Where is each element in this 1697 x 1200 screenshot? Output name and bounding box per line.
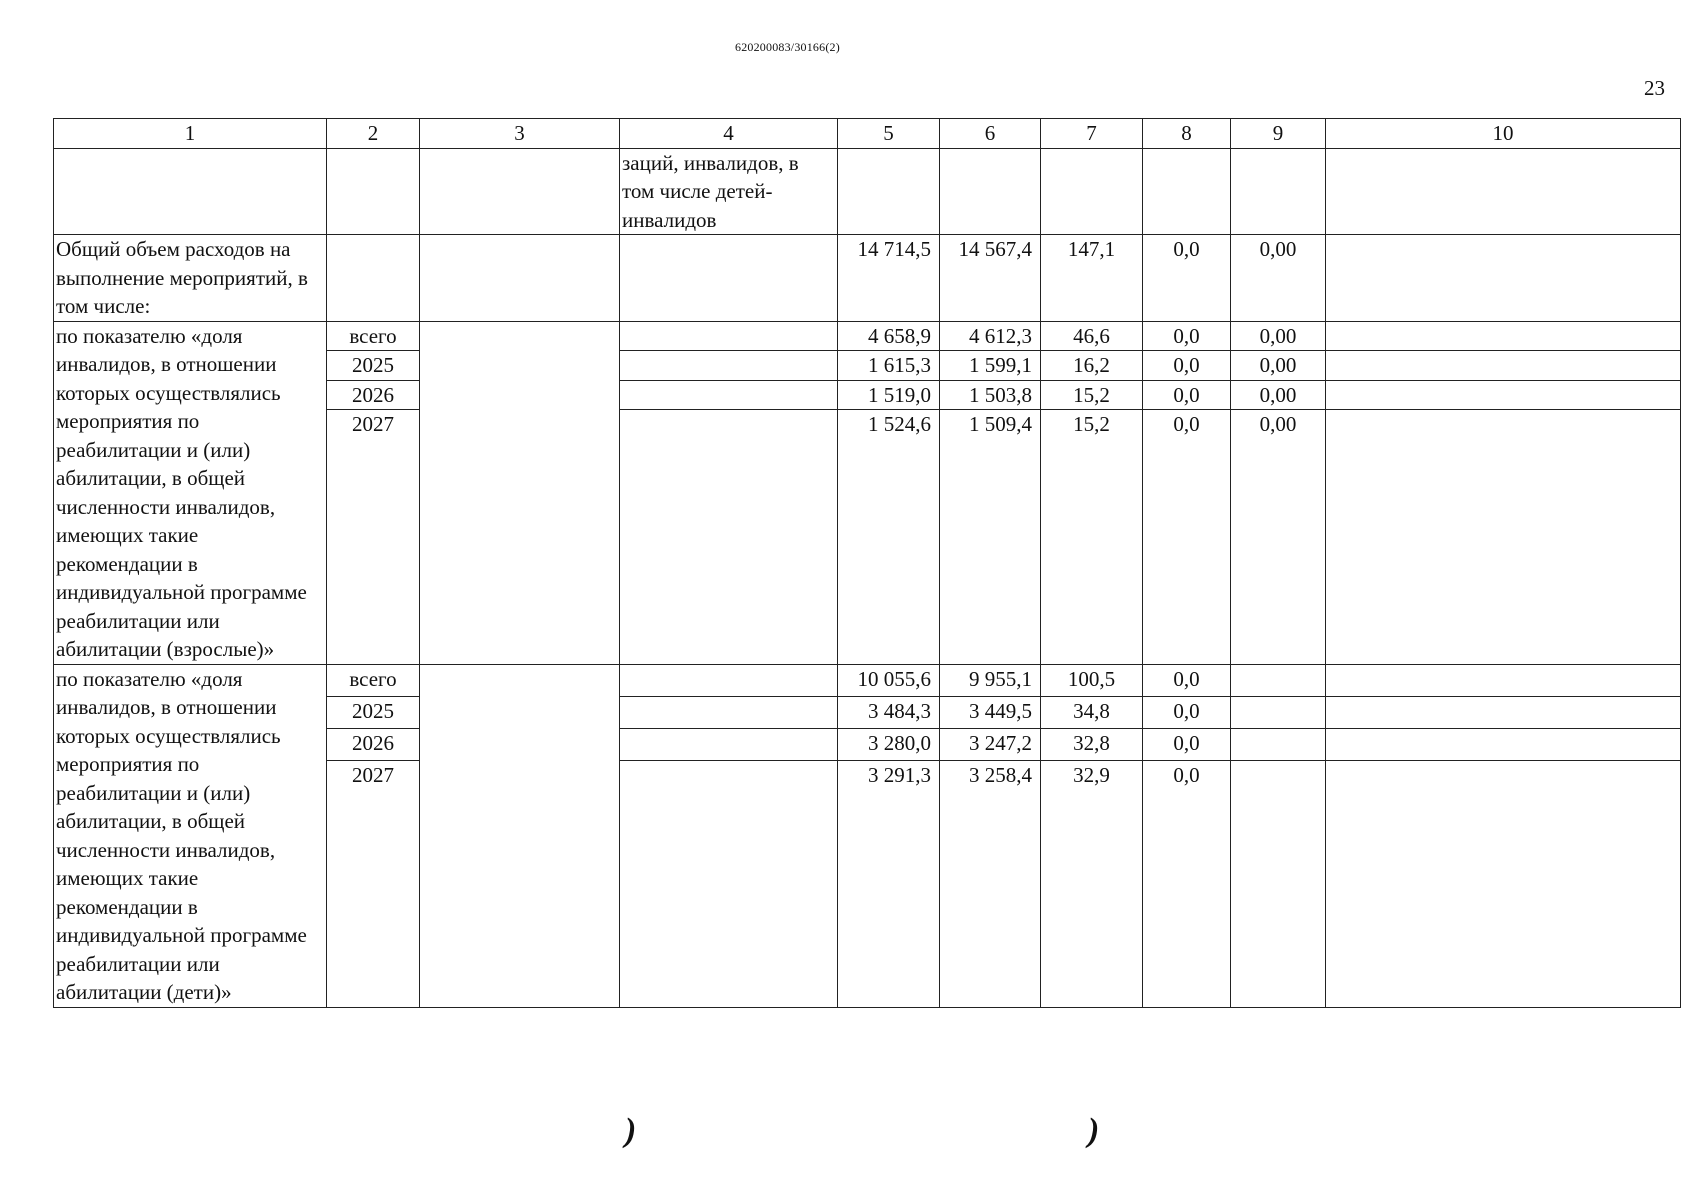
value-cell: 9 955,1 — [940, 664, 1041, 696]
total-label: Общий объем расходов на выполнение мероприятий, в том числе: — [54, 235, 327, 322]
value-cell: 0,0 — [1143, 351, 1231, 381]
value-cell — [1231, 729, 1326, 761]
column-number: 5 — [838, 119, 940, 149]
column-number: 8 — [1143, 119, 1231, 149]
value-cell: 3 449,5 — [940, 696, 1041, 728]
value-cell: 34,8 — [1041, 696, 1143, 728]
value-cell: 0,0 — [1143, 696, 1231, 728]
column-number: 9 — [1231, 119, 1326, 149]
period-cell: всего — [327, 321, 420, 351]
value-cell: 0,00 — [1231, 380, 1326, 410]
children-label: по показателю «доля инвалидов, в отношении которых осуществлялись мероприятия по реабилитации и (или) абилитации, в общей численности инвалидов, имеющих такие рекомендации в индивидуальной программе реабилитации или абилитации (дети)» — [54, 664, 327, 1007]
period-cell: 2027 — [327, 410, 420, 664]
value-cell: 0,00 — [1231, 410, 1326, 664]
period-cell: всего — [327, 664, 420, 696]
document-id: 620200083/30166(2) — [735, 40, 840, 54]
period-cell: 2027 — [327, 761, 420, 1007]
column-number: 2 — [327, 119, 420, 149]
total-col7: 147,1 — [1041, 235, 1143, 322]
period-cell: 2025 — [327, 696, 420, 728]
value-cell: 0,00 — [1231, 321, 1326, 351]
period-cell: 2025 — [327, 351, 420, 381]
value-cell: 1 519,0 — [838, 380, 940, 410]
period-cell: 2026 — [327, 729, 420, 761]
value-cell: 15,2 — [1041, 410, 1143, 664]
value-cell: 4 658,9 — [838, 321, 940, 351]
value-cell — [1231, 696, 1326, 728]
value-cell: 1 615,3 — [838, 351, 940, 381]
value-cell: 1 503,8 — [940, 380, 1041, 410]
page-number: 23 — [1644, 76, 1665, 100]
column-number: 10 — [1326, 119, 1681, 149]
value-cell: 4 612,3 — [940, 321, 1041, 351]
total-col9: 0,00 — [1231, 235, 1326, 322]
value-cell: 0,0 — [1143, 729, 1231, 761]
adults-label: по показателю «доля инвалидов, в отношении которых осуществлялись мероприятия по реабилитации и (или) абилитации, в общей численности инвалидов, имеющих такие рекомендации в индивидуальной программе реабилитации или абилитации (взрослые)» — [54, 321, 327, 664]
table-row — [54, 664, 1681, 696]
column-number: 7 — [1041, 119, 1143, 149]
value-cell: 32,9 — [1041, 761, 1143, 1007]
footer-mark: ) — [625, 1112, 637, 1149]
column-number: 1 — [54, 119, 327, 149]
value-cell: 32,8 — [1041, 729, 1143, 761]
total-col8: 0,0 — [1143, 235, 1231, 322]
value-cell: 3 484,3 — [838, 696, 940, 728]
value-cell: 15,2 — [1041, 380, 1143, 410]
value-cell: 3 258,4 — [940, 761, 1041, 1007]
total-col6: 14 567,4 — [940, 235, 1041, 322]
column-number: 4 — [620, 119, 838, 149]
value-cell: 0,00 — [1231, 351, 1326, 381]
period-cell: 2026 — [327, 380, 420, 410]
column-number-row — [54, 119, 1681, 149]
value-cell: 10 055,6 — [838, 664, 940, 696]
value-cell — [1231, 761, 1326, 1007]
value-cell: 1 524,6 — [838, 410, 940, 664]
footer-mark: ) — [1088, 1112, 1100, 1149]
value-cell: 0,0 — [1143, 321, 1231, 351]
value-cell: 0,0 — [1143, 410, 1231, 664]
budget-table — [53, 118, 1681, 1008]
value-cell: 3 247,2 — [940, 729, 1041, 761]
value-cell: 1 599,1 — [940, 351, 1041, 381]
value-cell: 0,0 — [1143, 761, 1231, 1007]
column-number: 3 — [420, 119, 620, 149]
total-row — [54, 235, 1681, 322]
value-cell — [1231, 664, 1326, 696]
table-row — [54, 321, 1681, 351]
continuation-row — [54, 148, 1681, 235]
value-cell: 46,6 — [1041, 321, 1143, 351]
continuation-text: заций, инвалидов, в том числе детей-инвалидов — [620, 148, 838, 235]
total-col5: 14 714,5 — [838, 235, 940, 322]
value-cell: 16,2 — [1041, 351, 1143, 381]
value-cell: 0,0 — [1143, 664, 1231, 696]
value-cell: 3 280,0 — [838, 729, 940, 761]
value-cell: 3 291,3 — [838, 761, 940, 1007]
column-number: 6 — [940, 119, 1041, 149]
value-cell: 0,0 — [1143, 380, 1231, 410]
value-cell: 100,5 — [1041, 664, 1143, 696]
value-cell: 1 509,4 — [940, 410, 1041, 664]
